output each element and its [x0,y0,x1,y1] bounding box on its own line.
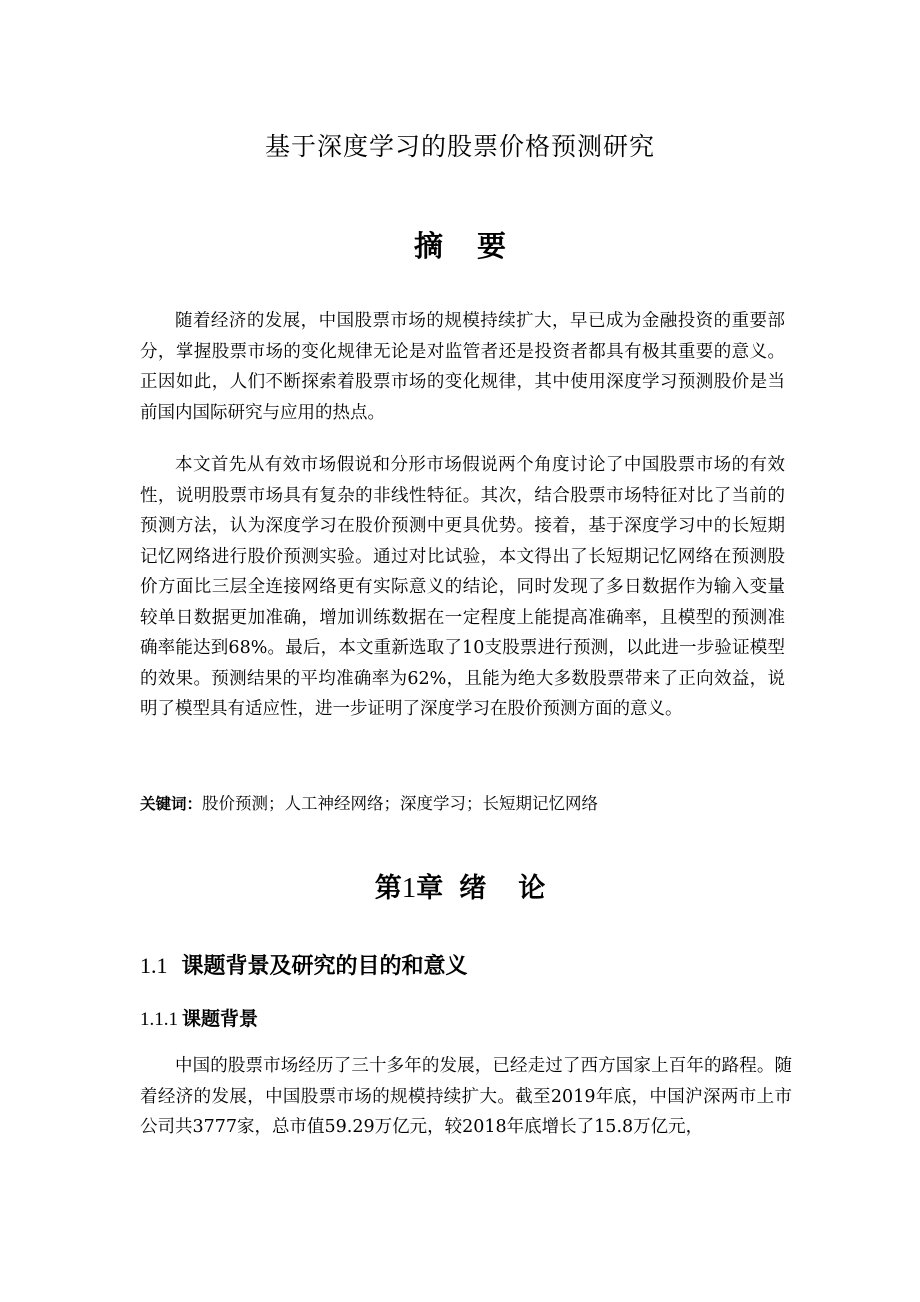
keywords-label: 关键词： [140,795,203,813]
abstract-paragraph-2: 本文首先从有效市场假说和分形市场假说两个角度讨论了中国股票市场的有效性，说明股票市场具有复杂的非线性特征。其次，结合股票市场特征对比了当前的预测方法，认为深度学习在股价预测中更具优势。接着，基于深度学习中的长短期记忆网络进行股价预测实验。通过对比试验，本文得出了长短期记忆网络在预测股价方面比三层全连接网络更有实际意义的结论，同时发现了多日数据作为输入变量较单日数据更加准确，增加训练数据在一定程度上能提高准确率，且模型的预测准确率能达到68%。最后，本文重新选取了10支股票进行预测，以此进一步验证模型的效果。预测结果的平均准确率为62%，且能为绝大多数股票带来了正向效益，说明了模型具有适应性，进一步证明了深度学习在股价预测方面的意义。 [140,455,785,719]
paper-title: 基于深度学习的股票价格预测研究 [264,132,655,161]
body-paragraph: 中国的股票市场经历了三十多年的发展，已经走过了西方国家上百年的路程。随着经济的发展，中国股票市场的规模持续扩大。截至2019年底，中国沪深两市上市公司共3777家，总市值59.29万亿元，较2018年底增长了15.8万亿元， [140,1056,792,1137]
chapter-heading [0,866,920,905]
chapter-number: 1 [401,872,417,904]
abstract-heading [0,224,920,265]
subsection-number: 1.1.1 [140,1009,178,1030]
abstract-heading-char-1: 摘 [413,229,443,263]
chapter-title-2: 论 [518,873,546,904]
abstract-heading-char-2: 要 [477,229,507,263]
subsection-title: 课题背景 [182,1008,259,1030]
section-title: 课题背景及研究的目的和意义 [181,954,468,979]
section-number: 1.1 [140,953,168,978]
chapter-prefix: 第 [374,873,402,904]
keywords-text: 股价预测；人工神经网络；深度学习；长短期记忆网络 [202,794,599,813]
abstract-paragraph-1: 随着经济的发展，中国股票市场的规模持续扩大，早已成为金融投资的重要部分，掌握股票市场的变化规律无论是对监管者还是投资者都具有极其重要的意义。正因如此，人们不断探索着股票市场的变化规律，其中使用深度学习预测股价是当前国内国际研究与应用的热点。 [140,311,785,423]
chapter-title-1: 绪 [459,873,487,904]
subsection-heading [140,1004,258,1031]
keywords-line [140,790,790,818]
chapter-suffix: 章 [416,873,444,904]
section-heading [140,949,468,980]
